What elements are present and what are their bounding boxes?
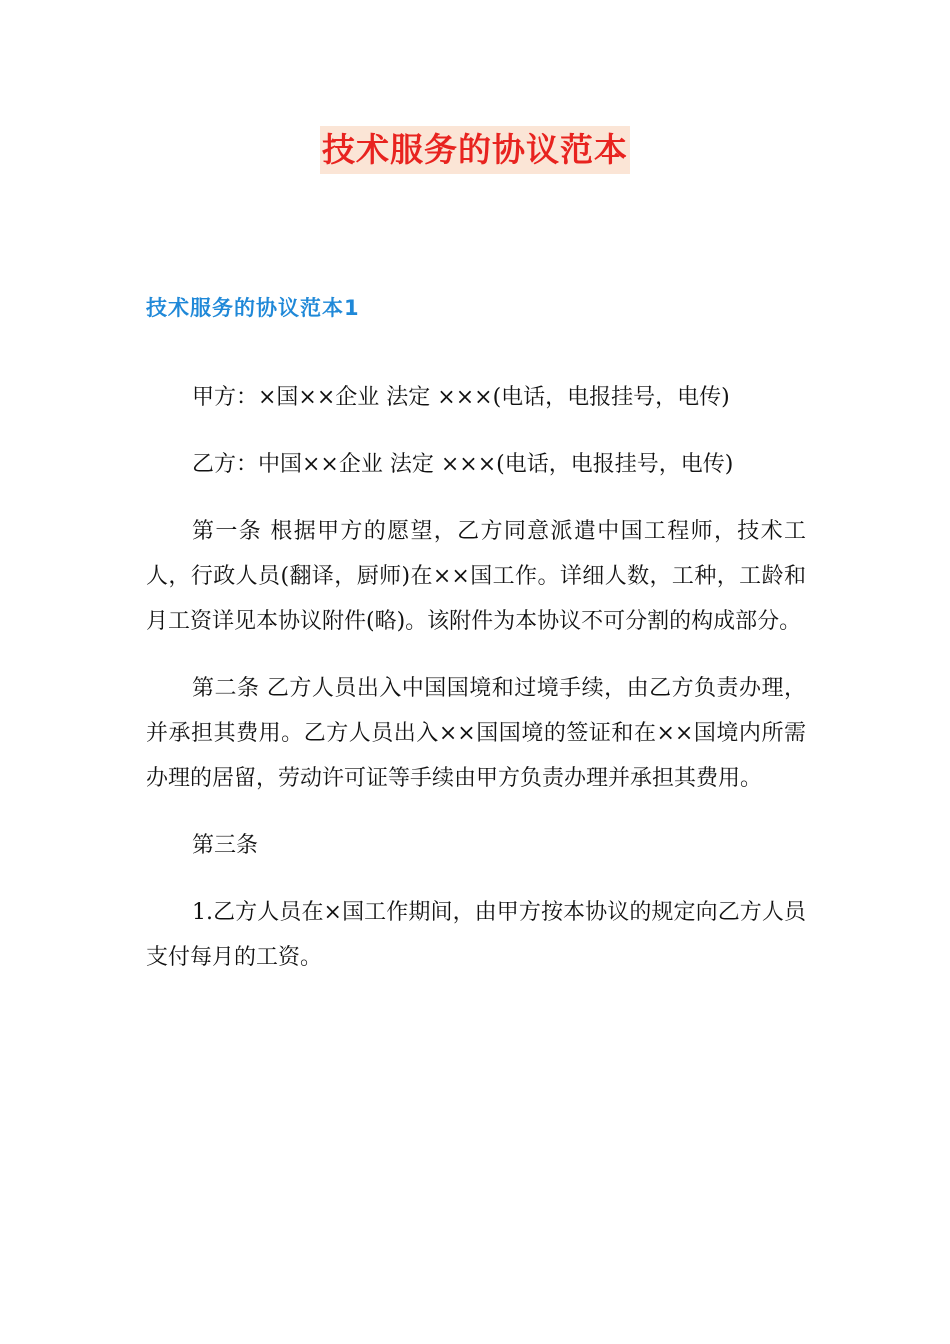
section-heading: 技术服务的协议范本1 — [146, 296, 360, 320]
article-1-paragraph: 第一条 根据甲方的愿望，乙方同意派遣中国工程师，技术工人，行政人员(翻译，厨师)在××国工作。详细人数，工种，工龄和月工资详见本协议附件(略)。该附件为本协议不可分割的构成部分。 — [146, 519, 806, 634]
article-3-heading: 第三条 — [192, 833, 259, 858]
document-body — [146, 375, 806, 1002]
article-2-paragraph: 第二条 乙方人员出入中国国境和过境手续，由乙方负责办理，并承担其费用。乙方人员出入××国国境的签证和在××国境内所需办理的居留，劳动许可证等手续由甲方负责办理并承担其费用。 — [146, 676, 806, 791]
article-3-clause-1: 1.乙方人员在×国工作期间，由甲方按本协议的规定向乙方人员支付每月的工资。 — [146, 900, 806, 970]
document-title — [0, 126, 950, 174]
document-title-text: 技术服务的协议范本 — [320, 126, 630, 174]
party-a-line: 甲方：×国××企业 法定 ×××(电话，电报挂号，电传) — [192, 385, 730, 410]
party-b-line: 乙方：中国××企业 法定 ×××(电话，电报挂号，电传) — [192, 452, 734, 477]
